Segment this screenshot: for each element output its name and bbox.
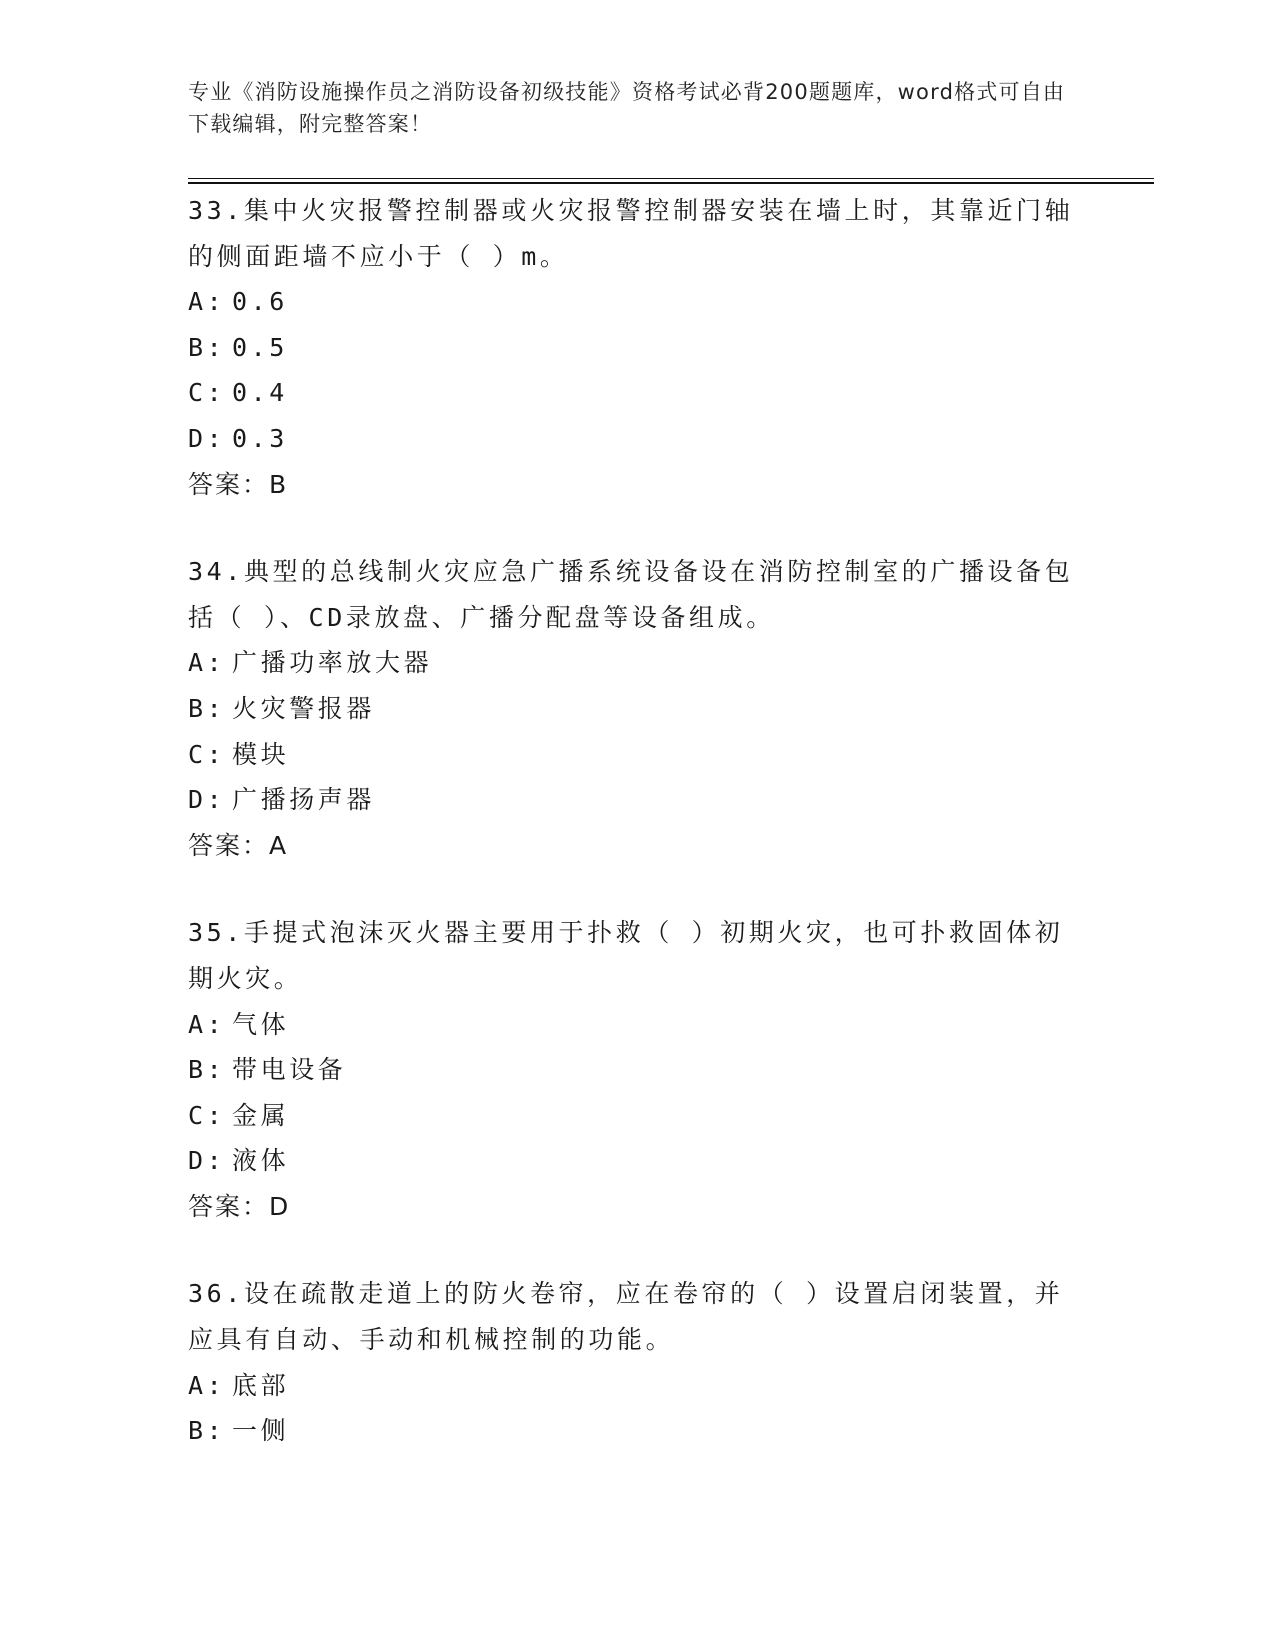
- option-text: 模块: [232, 739, 290, 769]
- option-letter: A:: [188, 1370, 226, 1400]
- option-b: [188, 686, 1088, 732]
- option-text: 液体: [232, 1146, 290, 1176]
- option-c: [188, 732, 1088, 778]
- option-d: [188, 1138, 1088, 1184]
- question-stem: 35.手提式泡沫灭火器主要用于扑救（ ）初期火灾，也可扑救固体初期火灾。: [188, 918, 1064, 993]
- question-stem: 36.设在疏散走道上的防火卷帘，应在卷帘的（ ）设置启闭装置，并应具有自动、手动和机械控制的功能。: [188, 1279, 1064, 1355]
- option-letter: B:: [188, 1416, 226, 1446]
- option-text: 0.3: [232, 423, 288, 453]
- option-letter: B:: [188, 332, 226, 362]
- option-letter: B:: [188, 1055, 226, 1085]
- option-text: 一侧: [232, 1416, 290, 1446]
- question-stem: 34.典型的总线制火灾应急广播系统设备设在消防控制室的广播设备包括（ ）、CD录放盘、广播分配盘等设备组成。: [188, 557, 1074, 632]
- option-a: [188, 279, 1088, 325]
- document-header: [188, 76, 1078, 140]
- option-letter: D:: [188, 785, 226, 815]
- question-list: [188, 188, 1088, 1496]
- option-letter: A:: [188, 648, 226, 678]
- option-text: 火灾警报器: [232, 693, 376, 723]
- answer-label: 答案：D: [188, 1191, 291, 1221]
- option-letter: A:: [188, 287, 226, 317]
- question-33: [188, 188, 1088, 507]
- option-b: [188, 1047, 1088, 1093]
- header-divider-thin: [188, 178, 1154, 179]
- option-d: [188, 416, 1088, 462]
- option-c: [188, 1093, 1088, 1139]
- option-c: [188, 370, 1088, 416]
- option-text: 0.4: [232, 378, 288, 408]
- option-a: [188, 640, 1088, 686]
- option-text: 底部: [232, 1370, 290, 1400]
- option-text: 金属: [232, 1100, 290, 1130]
- option-text: 气体: [232, 1009, 290, 1039]
- option-text: 广播扬声器: [232, 785, 376, 815]
- option-b: [188, 325, 1088, 371]
- option-letter: C:: [188, 378, 226, 408]
- answer-label: 答案：A: [188, 830, 289, 860]
- option-letter: C:: [188, 1100, 226, 1130]
- answer-label: 答案：B: [188, 469, 289, 499]
- option-letter: B:: [188, 693, 226, 723]
- question-stem: 33.集中火灾报警控制器或火灾报警控制器安装在墙上时，其靠近门轴的侧面距墙不应小于（ ）m。: [188, 196, 1074, 271]
- option-text: 0.5: [232, 332, 288, 362]
- question-35: [188, 910, 1088, 1229]
- option-text: 0.6: [232, 287, 288, 317]
- option-text: 带电设备: [232, 1055, 347, 1085]
- option-letter: C:: [188, 739, 226, 769]
- option-b: [188, 1408, 1088, 1454]
- option-a: [188, 1363, 1088, 1409]
- option-letter: D:: [188, 1146, 226, 1176]
- option-a: [188, 1002, 1088, 1048]
- option-text: 广播功率放大器: [232, 648, 433, 678]
- question-36: [188, 1271, 1088, 1453]
- option-letter: A:: [188, 1009, 226, 1039]
- question-34: [188, 549, 1088, 868]
- option-d: [188, 777, 1088, 823]
- header-intro-text: 专业《消防设施操作员之消防设备初级技能》资格考试必背200题题库，word格式可自由下载编辑，附完整答案！: [188, 80, 1066, 136]
- header-divider-thick: [188, 182, 1154, 184]
- option-letter: D:: [188, 423, 226, 453]
